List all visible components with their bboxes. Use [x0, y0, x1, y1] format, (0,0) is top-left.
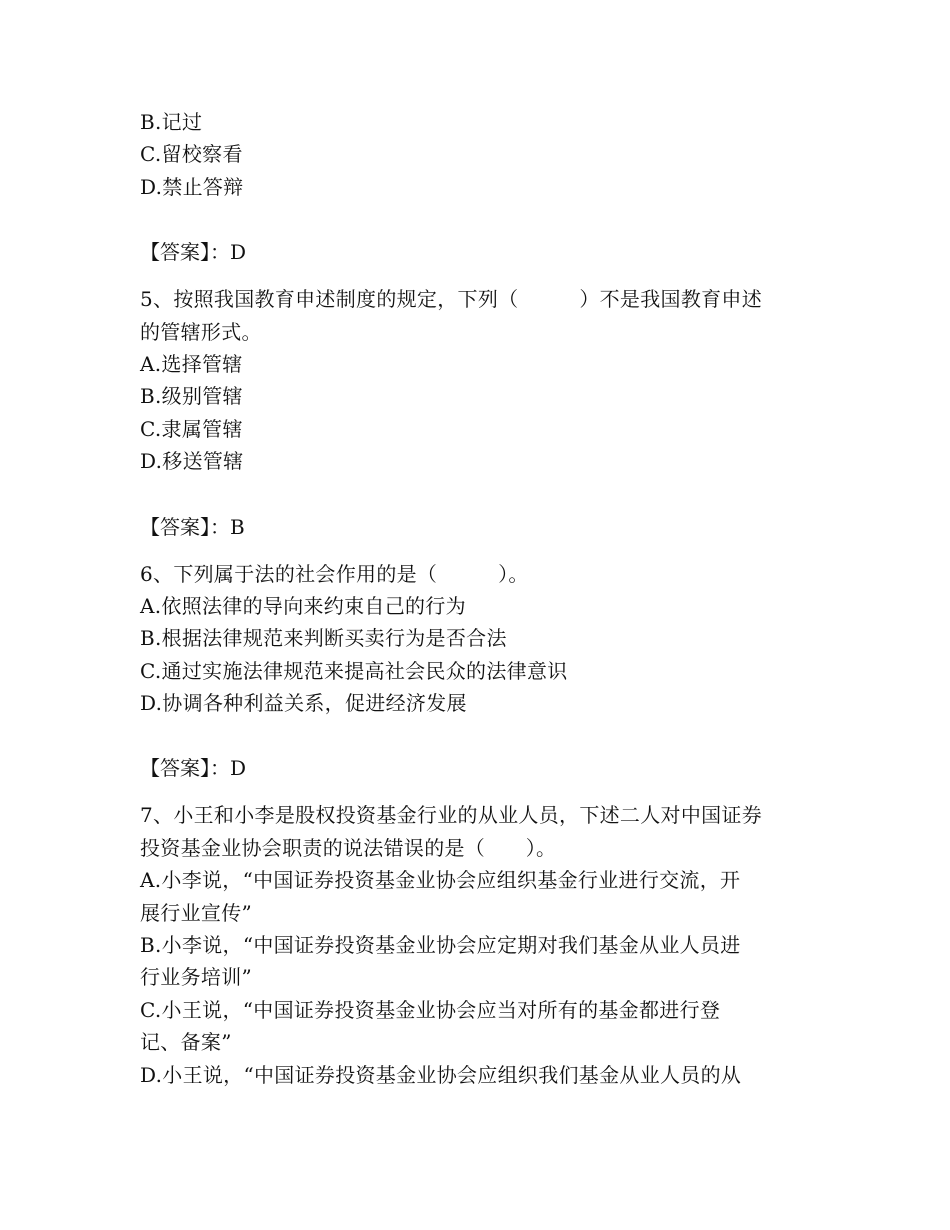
- q5-stem-line-2: 的管辖形式。: [140, 319, 262, 344]
- q7-option-c-line-1: C.小王说，“中国证券投资基金业协会应当对所有的基金都进行登: [140, 997, 721, 1022]
- q5-option-b: B.级别管辖: [140, 384, 243, 409]
- q7-option-b-line-1: B.小李说，“中国证券投资基金业协会应定期对我们基金从业人员进: [140, 933, 741, 958]
- q4-option-c: C.留校察看: [140, 142, 243, 167]
- question-5: [140, 283, 820, 542]
- question-7: [140, 799, 820, 1091]
- q7-option-c-line-2: 记、备案”: [140, 1030, 232, 1055]
- q5-option-c: C.隶属管辖: [140, 416, 243, 441]
- q4-answer: 【答案】：D: [140, 240, 247, 265]
- q4-option-d: D.禁止答辩: [140, 174, 244, 199]
- q7-option-a-line-1: A.小李说，“中国证券投资基金业协会应组织基金行业进行交流，开: [140, 868, 741, 893]
- q7-stem-line-2: 投资基金业协会职责的说法错误的是（ ）。: [140, 835, 557, 860]
- q5-option-d: D.移送管辖: [140, 449, 244, 474]
- q6-option-a: A.依照法律的导向来约束自己的行为: [140, 593, 466, 618]
- q6-option-d: D.协调各种利益关系，促进经济发展: [140, 691, 467, 716]
- question-4-tail: [140, 106, 820, 268]
- q7-option-b-line-2: 行业务培训”: [140, 965, 253, 990]
- document-page: [140, 106, 820, 1091]
- q5-answer: 【答案】：B: [140, 514, 245, 539]
- q7-option-d-line-1: D.小王说，“中国证券投资基金业协会应组织我们基金从业人员的从: [140, 1062, 742, 1087]
- q6-answer: 【答案】：D: [140, 756, 247, 781]
- q4-option-b: B.记过: [140, 110, 203, 134]
- question-6: [140, 558, 820, 785]
- q7-stem-line-1: 7、小王和小李是股权投资基金行业的从业人员，下述二人对中国证券: [140, 803, 763, 828]
- q6-option-c: C.通过实施法律规范来提高社会民众的法律意识: [140, 658, 568, 683]
- q6-option-b: B.根据法律规范来判断买卖行为是否合法: [140, 626, 507, 651]
- q5-option-a: A.选择管辖: [140, 351, 243, 376]
- q5-stem-line-1: 5、按照我国教育申述制度的规定，下列（ ）不是我国教育申述: [140, 287, 763, 312]
- q6-stem-line-1: 6、下列属于法的社会作用的是（ ）。: [140, 561, 529, 586]
- q7-option-a-line-2: 展行业宣传”: [140, 900, 253, 925]
